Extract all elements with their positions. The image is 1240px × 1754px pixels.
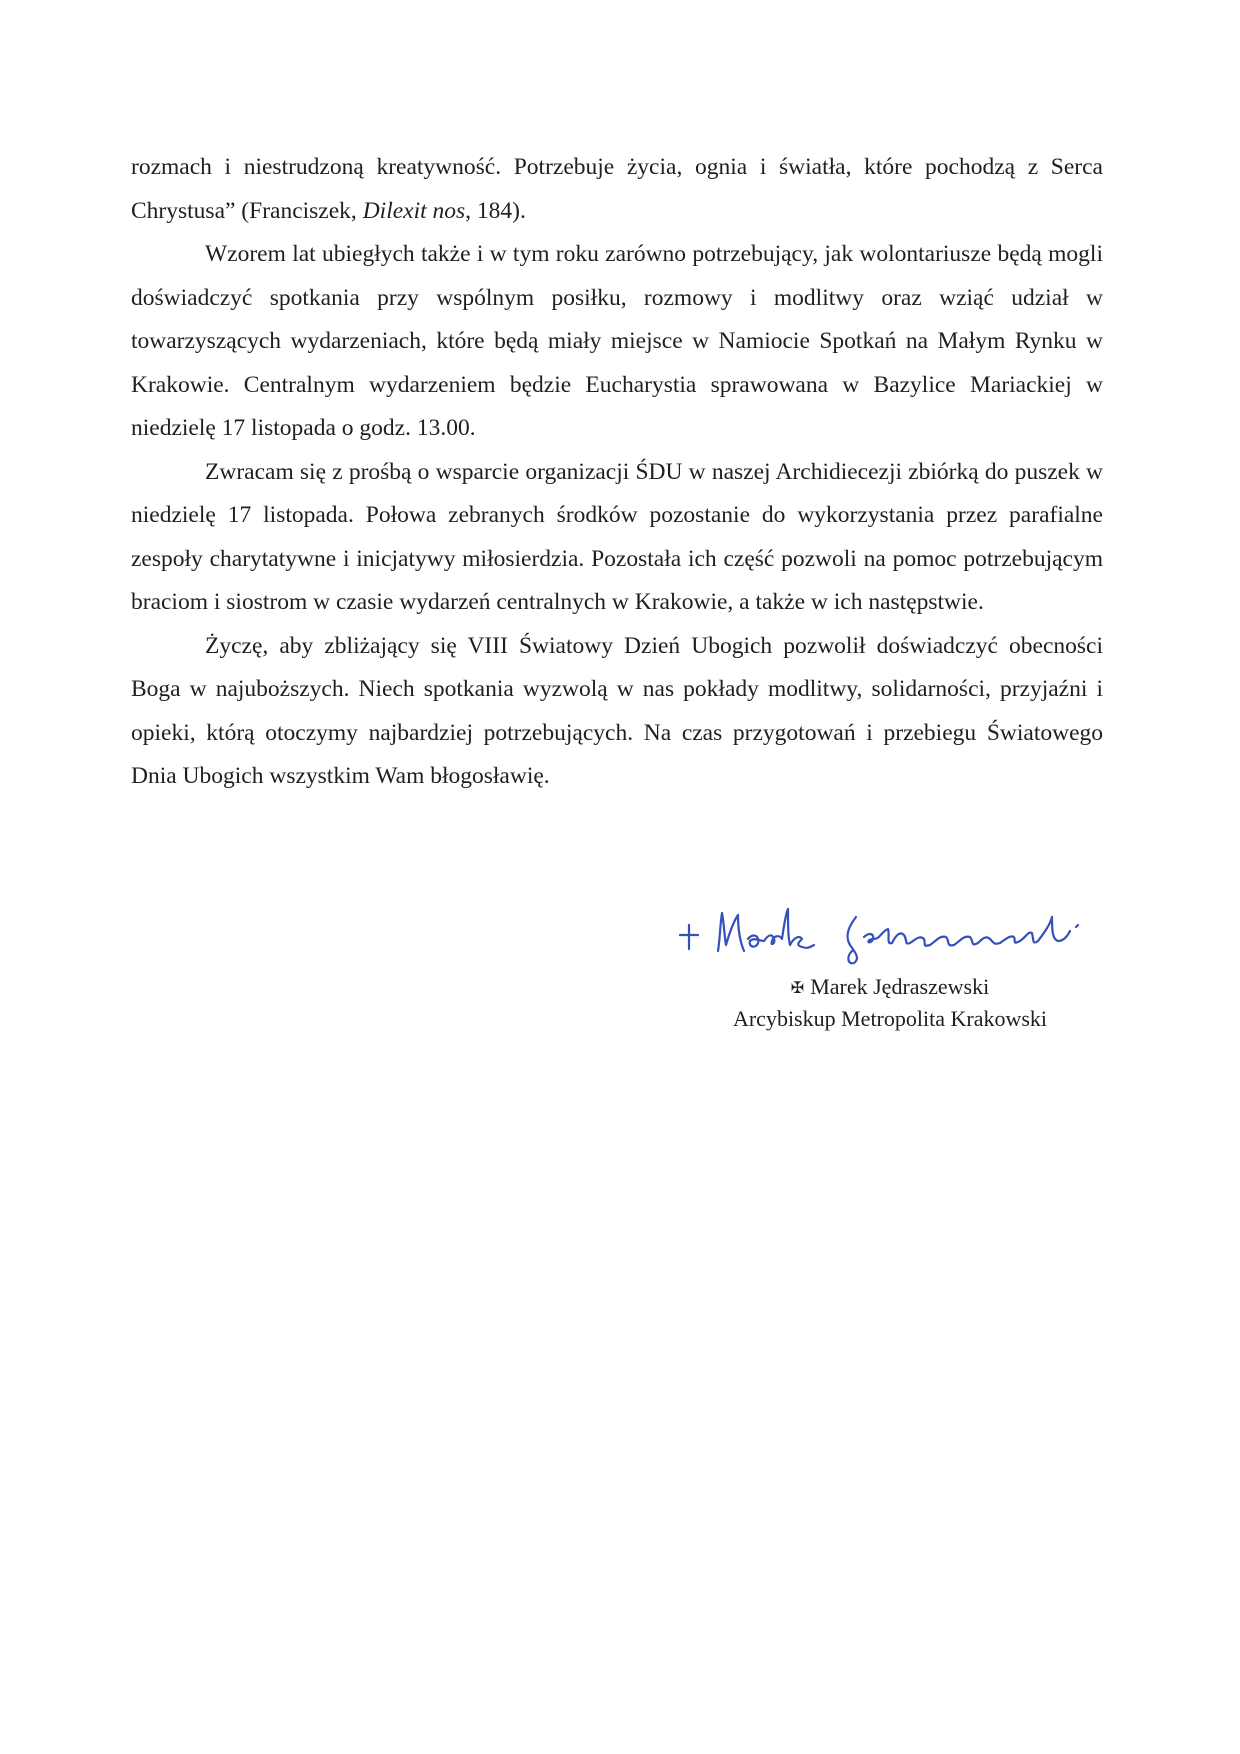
signatory-title: Arcybiskup Metropolita Krakowski [732,1006,1048,1031]
paragraph-1 [131,146,1103,233]
signatory-name-line [690,972,1090,1004]
paragraph-3: Zwracam się z prośbą o wsparcie organizacji ŚDU w naszej Archidiecezji zbiórką do puszek w niedzielę 17 listopada. Połowa zebranych środków pozostanie do wykorzystania przez parafialne zespoły charytatywne i inicjatywy miłosierdzia. Pozostała ich część pozwoli na pomoc potrzebującym braciom i siostrom w czasie wydarzeń centralnych w Krakowie, a także w ich następstwie. [131,458,1103,615]
cross-icon: ✠ [790,980,805,997]
paragraph-2: Wzorem lat ubiegłych także i w tym roku zarówno potrzebujący, jak wolontariusze będą mogli doświadczyć spotkania przy wspólnym posiłku, rozmowy i modlitwy oraz wziąć udział w towarzyszących wydarzeniach, które będą miały miejsce w Namiocie Spotkań na Małym Rynku w Krakowie. Centralnym wydarzeniem będzie Eucharystia sprawowana w Bazylice Mariackiej w niedzielę 17 listopada o godz. 13.00. [131,241,1103,441]
paragraph-1-text-end: , 184). [465,197,526,224]
paragraph-1-italic-title: Dilexit nos [362,197,466,224]
paragraph-4: Życzę, aby zbliżający się VIII Światowy Dzień Ubogich pozwolił doświadczyć obecności Boga w najuboższych. Niech spotkania wyzwolą w nas pokłady modlitwy, solidarności, przyjaźni i opieki, którą otoczymy najbardziej potrzebujących. Na czas przygotowań i przebiegu Światowego Dnia Ubogich wszystkim Wam błogosławię. [131,632,1103,789]
paragraph-1-text-start: rozmach i niestrudzoną kreatywność. Potrzebuje życia, ognia i światła, które pochodzą z Serca Chrystusa” (Franciszek, [131,154,1103,224]
signatory-name: Marek Jędraszewski [810,974,990,999]
handwritten-signature [660,895,1100,965]
signatory-details [690,972,1090,1034]
letter-body [131,146,1103,799]
